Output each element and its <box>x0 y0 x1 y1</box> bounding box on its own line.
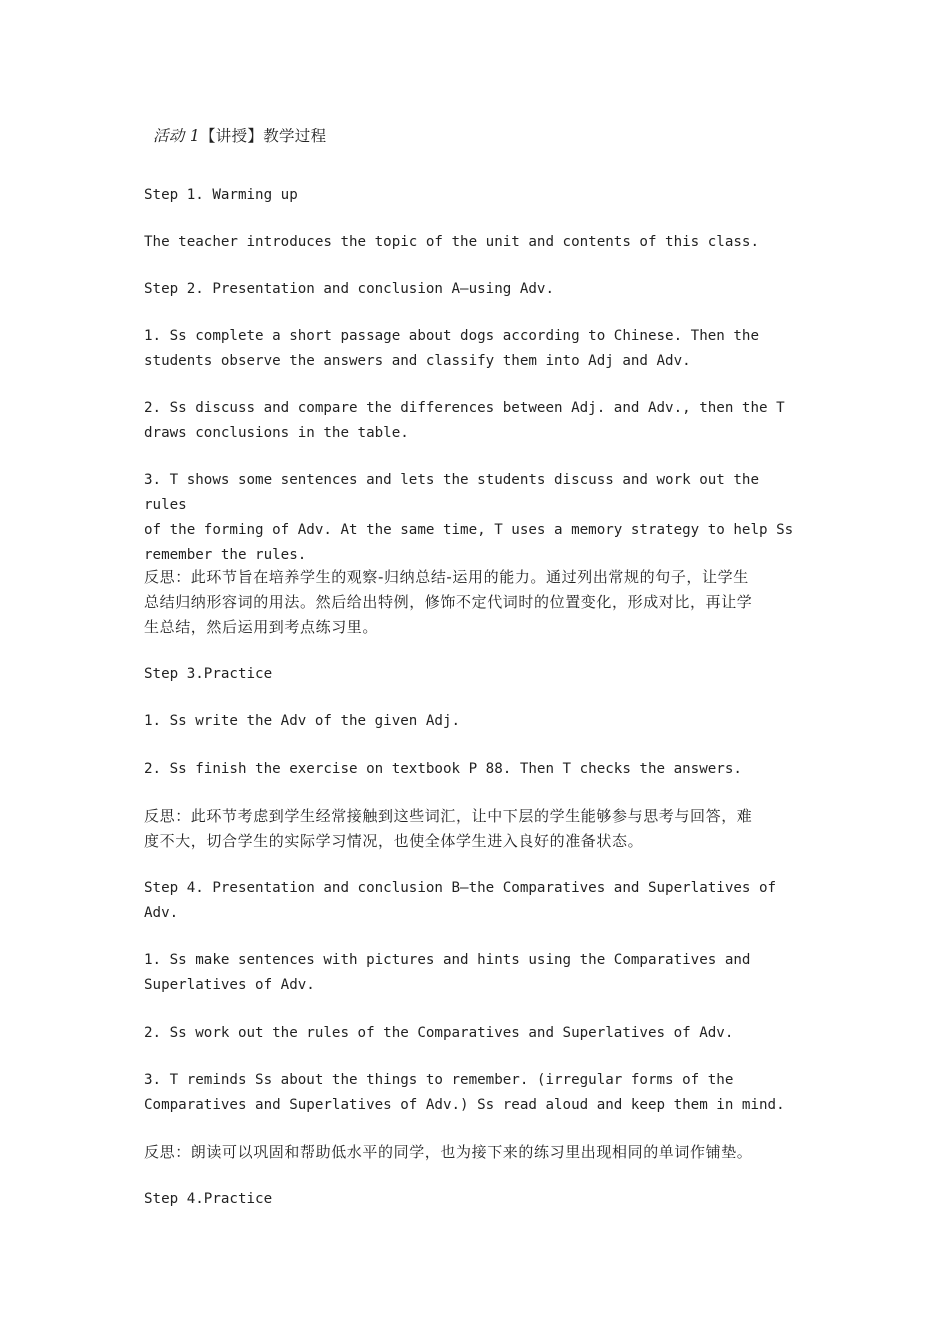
step-1-heading: Step 1. Warming up <box>144 187 298 203</box>
step-1-text: The teacher introduces the topic of the unit and contents of this class. <box>144 234 759 250</box>
reflection-2: 反思：此环节考虑到学生经常接触到这些词汇，让中下层的学生能够参与思考与回答，难 度不大，切合学生的实际学习情况，也使全体学生进入良好的准备状态。 <box>144 807 753 850</box>
activity-heading <box>153 124 326 146</box>
step-2-heading: Step 2. Presentation and conclusion A—using Adv. <box>144 281 554 297</box>
step-2-item-3: 3. T shows some sentences and lets the students discuss and work out the rules of the forming of Adv. At the same time, T uses a memory strategy to help Ss remember the rules. <box>144 472 794 563</box>
reflection-1: 反思：此环节旨在培养学生的观察-归纳总结-运用的能力。通过列出常规的句子，让学生 总结归纳形容词的用法。然后给出特例，修饰不定代词时的位置变化，形成对比，再让学 生总结，然后运用到考点练习里。 <box>144 568 753 636</box>
step-3-heading: Step 3.Practice <box>144 666 273 682</box>
activity-title: 【讲授】教学过程 <box>200 127 327 145</box>
step-4-item-2: 2. Ss work out the rules of the Comparatives and Superlatives of Adv. <box>144 1025 734 1041</box>
reflection-3: 反思：朗读可以巩固和帮助低水平的同学，也为接下来的练习里出现相同的单词作铺垫。 <box>144 1143 753 1161</box>
step-3-item-2: 2. Ss finish the exercise on textbook P 88. Then T checks the answers. <box>144 761 742 777</box>
step-2-item-1: 1. Ss complete a short passage about dogs according to Chinese. Then the students observe the answers and classify them into Adj and Adv. <box>144 328 759 369</box>
activity-label: 活动 1 <box>153 127 200 145</box>
step-4-practice-heading: Step 4.Practice <box>144 1191 273 1207</box>
step-2-item-2: 2. Ss discuss and compare the differences between Adj. and Adv., then the T draws conclusions in the table. <box>144 400 785 441</box>
step-4-item-1: 1. Ss make sentences with pictures and hints using the Comparatives and Superlatives of Adv. <box>144 952 751 993</box>
step-3-item-1: 1. Ss write the Adv of the given Adj. <box>144 713 461 729</box>
step-4-heading: Step 4. Presentation and conclusion B—the Comparatives and Superlatives of Adv. <box>144 880 777 921</box>
step-4-item-3: 3. T reminds Ss about the things to remember. (irregular forms of the Comparatives and Superlatives of Adv.) Ss read aloud and keep them in mind. <box>144 1072 785 1113</box>
